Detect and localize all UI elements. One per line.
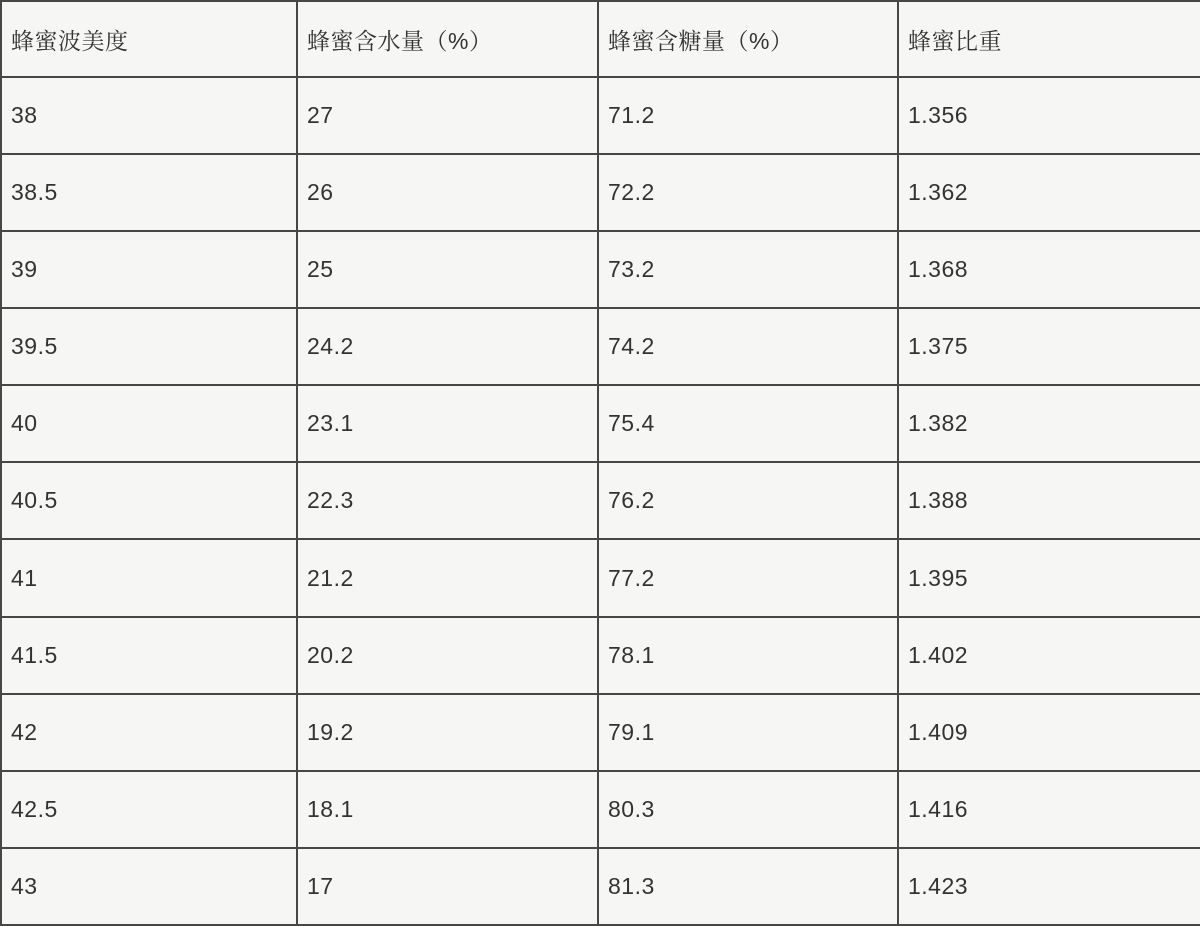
table-cell: 78.1 [598, 617, 898, 694]
table-cell: 39.5 [1, 308, 297, 385]
table-cell: 76.2 [598, 462, 898, 539]
table-cell: 40 [1, 385, 297, 462]
column-header-sugar-content: 蜂蜜含糖量（%） [598, 1, 898, 77]
table-cell: 20.2 [297, 617, 598, 694]
table-cell: 1.402 [898, 617, 1200, 694]
table-cell: 1.368 [898, 231, 1200, 308]
table-cell: 21.2 [297, 539, 598, 616]
table-cell: 77.2 [598, 539, 898, 616]
table-row [1, 77, 1200, 154]
table-cell: 1.382 [898, 385, 1200, 462]
table-row [1, 231, 1200, 308]
table-cell: 1.362 [898, 154, 1200, 231]
table-cell: 27 [297, 77, 598, 154]
table-row [1, 539, 1200, 616]
table-cell: 38 [1, 77, 297, 154]
table-cell: 81.3 [598, 848, 898, 925]
table-cell: 39 [1, 231, 297, 308]
table-cell: 73.2 [598, 231, 898, 308]
table-cell: 42 [1, 694, 297, 771]
table-body [1, 77, 1200, 925]
table-row [1, 848, 1200, 925]
column-header-baume: 蜂蜜波美度 [1, 1, 297, 77]
table-cell: 75.4 [598, 385, 898, 462]
table-cell: 24.2 [297, 308, 598, 385]
table-cell: 19.2 [297, 694, 598, 771]
table-cell: 26 [297, 154, 598, 231]
table-row [1, 617, 1200, 694]
table-row [1, 694, 1200, 771]
table-cell: 41 [1, 539, 297, 616]
table-cell: 38.5 [1, 154, 297, 231]
table-cell: 74.2 [598, 308, 898, 385]
table-cell: 79.1 [598, 694, 898, 771]
table-cell: 1.356 [898, 77, 1200, 154]
table-cell: 23.1 [297, 385, 598, 462]
table-row [1, 154, 1200, 231]
table-cell: 71.2 [598, 77, 898, 154]
table-cell: 1.423 [898, 848, 1200, 925]
table-cell: 22.3 [297, 462, 598, 539]
table-cell: 72.2 [598, 154, 898, 231]
table-cell: 18.1 [297, 771, 598, 848]
table-cell: 42.5 [1, 771, 297, 848]
table-row [1, 385, 1200, 462]
table-cell: 17 [297, 848, 598, 925]
column-header-water-content: 蜂蜜含水量（%） [297, 1, 598, 77]
table-cell: 1.388 [898, 462, 1200, 539]
table-cell: 80.3 [598, 771, 898, 848]
table-cell: 43 [1, 848, 297, 925]
column-header-specific-gravity: 蜂蜜比重 [898, 1, 1200, 77]
table-row [1, 462, 1200, 539]
table-row [1, 308, 1200, 385]
table-header [1, 1, 1200, 77]
table-cell: 1.395 [898, 539, 1200, 616]
table-cell: 1.416 [898, 771, 1200, 848]
table-cell: 1.409 [898, 694, 1200, 771]
table-cell: 25 [297, 231, 598, 308]
table-cell: 1.375 [898, 308, 1200, 385]
table-cell: 40.5 [1, 462, 297, 539]
table-header-row [1, 1, 1200, 77]
table-row [1, 771, 1200, 848]
table-cell: 41.5 [1, 617, 297, 694]
